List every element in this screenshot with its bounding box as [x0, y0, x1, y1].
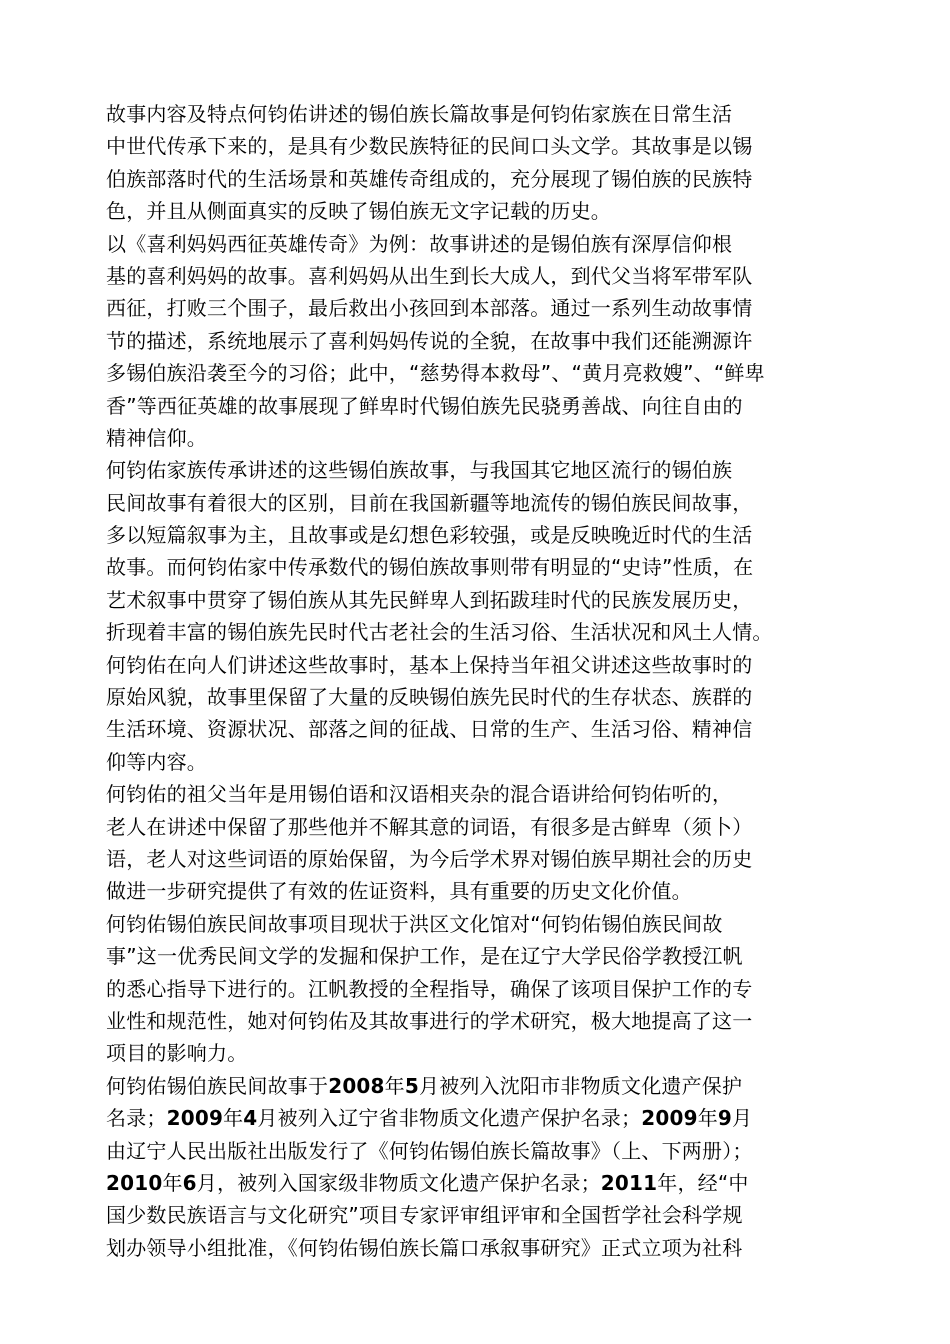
text-line: 精神信仰。: [106, 425, 207, 450]
year-number: 4: [243, 1106, 258, 1131]
text-line: 何钧佑锡伯族民间故事项目现状于洪区文化馆对“何钧佑锡伯族民间故: [106, 911, 723, 936]
year-number: 2011: [600, 1170, 658, 1195]
text-line: 色，并且从侧面真实的反映了锡伯族无文字记载的历史。: [106, 199, 611, 224]
year-number: 5: [404, 1073, 419, 1098]
text-line: 由辽宁人民出版社出版发行了《何钧佑锡伯族长篇故事》（上、下两册）；: [106, 1138, 753, 1163]
text-line: 故事。而何钧佑家中传承数代的锡伯族故事则带有明显的“史诗”性质，在: [106, 555, 754, 580]
text-line: 何钧佑在向人们讲述这些故事时，基本上保持当年祖父讲述这些故事时的: [106, 652, 753, 677]
text-line: 艺术叙事中贯穿了锡伯族从其先民鲜卑人到拓跋珪时代的民族发展历史，: [106, 587, 753, 612]
text-line: 2010年6月，被列入国家级非物质文化遗产保护名录；2011年，经“中: [106, 1170, 749, 1195]
text-line: 生活环境、资源状况、部落之间的征战、日常的生产、生活习俗、精神信: [106, 717, 753, 742]
text-line: 折现着丰富的锡伯族先民时代古老社会的生活习俗、生活状况和风土人情。: [106, 620, 773, 645]
text-line: 多以短篇叙事为主，且故事或是幻想色彩较强，或是反映晚近时代的生活: [106, 523, 753, 548]
text-line: 基的喜利妈妈的故事。喜利妈妈从出生到长大成人，到代父当将军带军队: [106, 263, 753, 288]
text-line: 何钧佑家族传承讲述的这些锡伯族故事，与我国其它地区流行的锡伯族: [106, 458, 733, 483]
text-line: 名录；2009年4月被列入辽宁省非物质文化遗产保护名录；2009年9月: [106, 1106, 753, 1131]
text-line: 老人在讲述中保留了那些他并不解其意的词语，有很多是古鲜卑（须卜）: [106, 814, 753, 839]
text-line: 以《喜利妈妈西征英雄传奇》为例：故事讲述的是锡伯族有深厚信仰根: [106, 231, 733, 256]
text-line: 的悉心指导下进行的。江帆教授的全程指导，确保了该项目保护工作的专: [106, 976, 753, 1001]
year-number: 6: [182, 1170, 197, 1195]
text-line: 事”这一优秀民间文学的发掘和保护工作，是在辽宁大学民俗学教授江帆: [106, 944, 743, 969]
text-line: 香”等西征英雄的故事展现了鲜卑时代锡伯族先民骁勇善战、向往自由的: [106, 393, 743, 418]
text-line: 何钧佑的祖父当年是用锡伯语和汉语相夹杂的混合语讲给何钧佑听的，: [106, 782, 733, 807]
text-line: 节的描述，系统地展示了喜利妈妈传说的全貌，在故事中我们还能溯源许: [106, 328, 753, 353]
text-line: 中世代传承下来的，是具有少数民族特征的民间口头文学。其故事是以锡: [106, 134, 753, 159]
text-line: 仰等内容。: [106, 749, 207, 774]
year-number: 2010: [106, 1170, 163, 1195]
text-line: 伯族部落时代的生活场景和英雄传奇组成的，充分展现了锡伯族的民族特: [106, 166, 753, 191]
text-line: 语，老人对这些词语的原始保留，为今后学术界对锡伯族早期社会的历史: [106, 846, 753, 871]
text-line: 业性和规范性，她对何钧佑及其故事进行的学术研究，极大地提高了这一: [106, 1008, 753, 1033]
text-line: 国少数民族语言与文化研究”项目专家评审组评审和全国哲学社会科学规: [106, 1203, 743, 1228]
text-line: 故事内容及特点何钧佑讲述的锡伯族长篇故事是何钧佑家族在日常生活: [106, 102, 733, 126]
text-line: 项目的影响力。: [106, 1041, 248, 1066]
text-line: 何钧佑锡伯族民间故事于2008年5月被列入沈阳市非物质文化遗产保护: [106, 1073, 743, 1098]
text-line: 多锡伯族沿袭至今的习俗；此中，“慈势得本救母”、“黄月亮救嫂”、“鲜卑: [106, 361, 765, 386]
text-line: 民间故事有着很大的区别，目前在我国新疆等地流传的锡伯族民间故事，: [106, 490, 753, 515]
year-number: 9: [717, 1106, 733, 1131]
text-line: 原始风貌，故事里保留了大量的反映锡伯族先民时代的生存状态、族群的: [106, 685, 753, 710]
text-line: 做进一步研究提供了有效的佐证资料，具有重要的历史文化价值。: [106, 879, 692, 904]
document-body-text: [106, 98, 876, 1264]
year-number: 2009: [166, 1106, 224, 1131]
year-number: 2009: [641, 1106, 698, 1131]
text-line: 划办领导小组批准，《何钧佑锡伯族长篇口承叙事研究》正式立项为社科: [106, 1235, 743, 1260]
text-line: 西征，打败三个围子，最后救出小孩回到本部落。通过一系列生动故事情: [106, 296, 753, 321]
year-number: 2008: [328, 1073, 385, 1098]
